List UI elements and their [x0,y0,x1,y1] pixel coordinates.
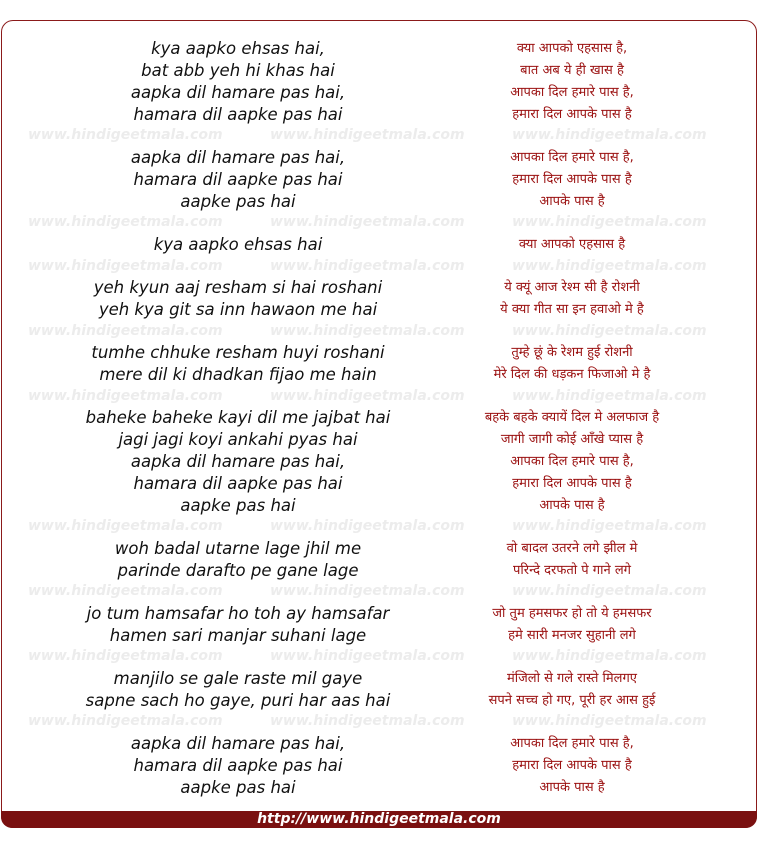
watermark-text: www.hindigeetmala.com [270,214,465,230]
watermark-text: www.hindigeetmala.com [270,713,465,729]
watermark-text: www.hindigeetmala.com [28,583,223,599]
lyric-line-hindi: हमारा दिल आपके पास है [512,107,632,122]
lyric-line-english: aapka dil hamare pas hai, [130,148,346,167]
lyric-line-hindi: आपके पास है [539,498,605,513]
lyric-line-hindi: आपके पास है [539,780,605,795]
watermark-text: www.hindigeetmala.com [270,648,465,664]
watermark-text: www.hindigeetmala.com [512,323,707,339]
lyric-line-english: hamara dil aapke pas hai [133,474,343,493]
watermark-text: www.hindigeetmala.com [270,518,465,534]
watermark-text: www.hindigeetmala.com [512,583,707,599]
watermark-text: www.hindigeetmala.com [270,258,465,274]
watermark-text: www.hindigeetmala.com [270,323,465,339]
watermark-row [0,518,760,536]
lyric-line-hindi: हमारा दिल आपके पास है [512,476,632,491]
lyric-line-english: hamara dil aapke pas hai [133,105,343,124]
lyric-line-hindi: आपके पास है [539,194,605,209]
lyric-line-hindi: ये क्या गीत सा इन हवाओ मे है [500,302,644,317]
lyric-line-hindi: आपका दिल हमारे पास है, [510,150,634,165]
lyric-line-hindi: हमारा दिल आपके पास है [512,172,632,187]
watermark-row [0,258,760,276]
lyric-line-english: hamen sari manjar suhani lage [109,626,367,645]
lyric-line-hindi: वो बादल उतरने लगे झील मे [506,541,638,556]
lyric-line-hindi: ये क्यूं आज रेश्म सी है रोशनी [504,280,640,295]
lyric-line-english: hamara dil aapke pas hai [133,756,343,775]
lyric-line-hindi: क्या आपको एहसास है [518,237,626,252]
watermark-text: www.hindigeetmala.com [270,388,465,404]
lyric-line-hindi: बात अब ये ही खास है [520,63,624,78]
watermark-row [0,323,760,341]
watermark-text: www.hindigeetmala.com [512,258,707,274]
lyric-line-english: yeh kyun aaj resham si hai roshani [93,278,383,297]
lyric-line-hindi: बहके बहके क्यायें दिल मे अलफाज है [484,410,660,425]
watermark-text: www.hindigeetmala.com [512,648,707,664]
watermark-row [0,648,760,666]
lyric-line-hindi: परिन्दे दरफतो पे गाने लगे [513,563,631,578]
watermark-row [0,583,760,601]
lyric-line-hindi: जागी जागी कोई आँखे प्यास है [500,432,644,447]
lyric-line-english: kya aapko ehsas hai [153,235,323,254]
lyric-line-hindi: आपका दिल हमारे पास है, [510,736,634,751]
lyric-line-english: aapke pas hai [180,778,296,797]
lyric-line-hindi: हमारा दिल आपके पास है [512,758,632,773]
watermark-row [0,127,760,145]
lyric-line-hindi: क्या आपको एहसास है, [516,41,628,56]
lyric-line-english: mere dil ki dhadkan fijao me hain [99,365,377,384]
watermark-text: www.hindigeetmala.com [28,518,223,534]
lyric-line-hindi: जो तुम हमसफर हो तो ये हमसफर [492,606,652,621]
lyric-line-english: aapka dil hamare pas hai, [130,83,346,102]
lyric-line-english: baheke baheke kayi dil me jajbat hai [85,408,391,427]
lyric-line-english: aapke pas hai [180,192,296,211]
watermark-text: www.hindigeetmala.com [28,323,223,339]
lyric-line-english: woh badal utarne lage jhil me [114,539,362,558]
footer-url-bar [1,811,757,828]
watermark-row [0,713,760,731]
watermark-row [0,214,760,232]
footer-url[interactable]: http://www.hindigeetmala.com [257,811,501,827]
watermark-text: www.hindigeetmala.com [28,127,223,143]
lyric-line-english: yeh kya git sa inn hawaon me hai [98,300,378,319]
lyric-line-english: aapka dil hamare pas hai, [130,452,346,471]
watermark-text: www.hindigeetmala.com [270,583,465,599]
watermark-text: www.hindigeetmala.com [28,388,223,404]
lyric-line-english: bat abb yeh hi khas hai [141,61,335,80]
lyric-line-english: sapne sach ho gaye, puri har aas hai [85,691,391,710]
lyric-line-english: kya aapko ehsas hai, [151,39,325,58]
lyric-line-english: aapke pas hai [180,496,296,515]
lyric-line-hindi: आपका दिल हमारे पास है, [510,454,634,469]
watermark-text: www.hindigeetmala.com [28,258,223,274]
watermark-text: www.hindigeetmala.com [270,127,465,143]
lyric-line-hindi: सपने सच्च हो गए, पूरी हर आस हुई [488,693,656,708]
lyric-line-hindi: हमे सारी मनजर सुहानी लगे [508,628,636,643]
lyric-line-english: jo tum hamsafar ho toh ay hamsafar [86,604,390,623]
lyric-line-english: hamara dil aapke pas hai [133,170,343,189]
lyric-line-hindi: आपका दिल हमारे पास है, [510,85,634,100]
watermark-row [0,388,760,406]
watermark-text: www.hindigeetmala.com [512,388,707,404]
watermark-text: www.hindigeetmala.com [512,518,707,534]
watermark-text: www.hindigeetmala.com [512,214,707,230]
lyric-line-english: manjilo se gale raste mil gaye [113,669,363,688]
watermark-text: www.hindigeetmala.com [28,713,223,729]
lyric-line-hindi: तुम्हे छूं के रेशम हुई रोशनी [511,345,633,360]
lyric-line-hindi: मेरे दिल की धड़कन फिजाओ मे है [493,367,651,382]
watermark-text: www.hindigeetmala.com [512,713,707,729]
watermark-text: www.hindigeetmala.com [28,214,223,230]
watermark-text: www.hindigeetmala.com [28,648,223,664]
lyric-line-english: tumhe chhuke resham huyi roshani [91,343,385,362]
watermark-text: www.hindigeetmala.com [512,127,707,143]
lyric-line-english: parinde darafto pe gane lage [117,561,359,580]
lyric-line-english: aapka dil hamare pas hai, [130,734,346,753]
lyric-line-hindi: मंजिलो से गले रास्ते मिलगए [506,671,638,686]
lyric-line-english: jagi jagi koyi ankahi pyas hai [118,430,358,449]
